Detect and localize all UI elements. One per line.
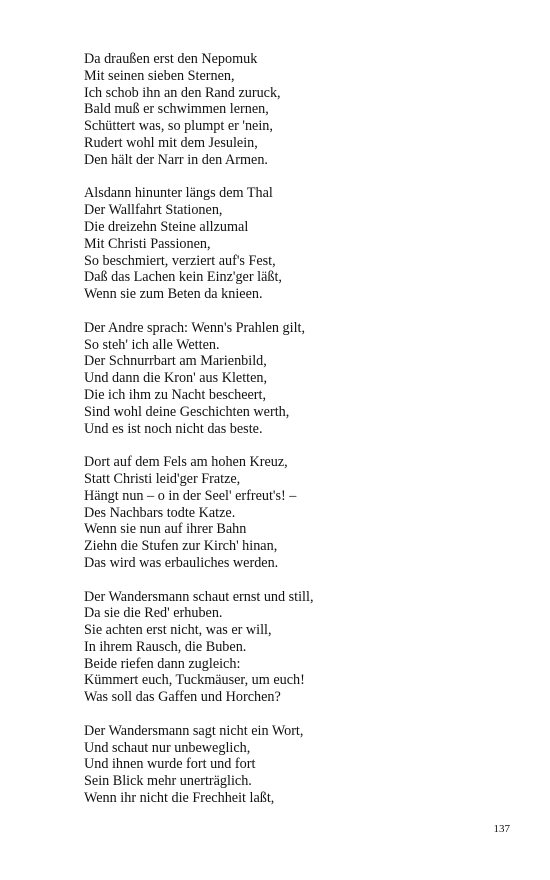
- verse-line: Der Wandersmann sagt nicht ein Wort,: [84, 722, 304, 739]
- stanza-5: [84, 589, 524, 707]
- verse-line: Wenn ihr nicht die Frechheit laßt,: [84, 790, 275, 807]
- verse-line: Sie achten erst nicht, was er will,: [84, 622, 272, 639]
- verse-line: Rudert wohl mit dem Jesulein,: [84, 134, 258, 151]
- verse-line: Den hält der Narr in den Armen.: [84, 151, 268, 168]
- verse-line: Was soll das Gaffen und Horchen?: [84, 689, 281, 706]
- verse-line: Die ich ihm zu Nacht bescheert,: [84, 386, 266, 403]
- verse-line: Sein Blick mehr unerträglich.: [84, 773, 252, 790]
- verse-line: So beschmiert, verziert auf's Fest,: [84, 252, 276, 269]
- verse-line: Die dreizehn Steine allzumal: [84, 218, 249, 235]
- verse-line: Hängt nun – o in der Seel' erfreut's! –: [84, 487, 297, 504]
- verse-line: Der Wandersmann schaut ernst und still,: [84, 588, 314, 605]
- verse-line: Da draußen erst den Nepomuk: [84, 51, 258, 67]
- verse-line: Wenn sie zum Beten da knieen.: [84, 286, 263, 303]
- verse-line: Alsdann hinunter längs dem Thal: [84, 185, 273, 202]
- verse-line: In ihrem Rausch, die Buben.: [84, 638, 247, 655]
- stanza-3: [84, 320, 524, 438]
- stanza-1: [84, 51, 524, 169]
- verse-line: Daß das Lachen kein Einz'ger läßt,: [84, 269, 282, 286]
- verse-line: Beide riefen dann zugleich:: [84, 655, 241, 672]
- page-number: 137: [493, 823, 510, 835]
- verse-line: Der Schnurrbart am Marienbild,: [84, 353, 267, 370]
- verse-line: Und dann die Kron' aus Kletten,: [84, 370, 268, 387]
- verse-line: Des Nachbars todte Katze.: [84, 504, 236, 521]
- verse-line: Kümmert euch, Tuckmäuser, um euch!: [84, 672, 305, 689]
- stanza-2: [84, 185, 524, 303]
- verse-line: Wenn sie nun auf ihrer Bahn: [84, 521, 247, 538]
- verse-line: Der Wallfahrt Stationen,: [84, 202, 223, 219]
- verse-line: Ich schob ihn an den Rand zuruck,: [84, 84, 281, 101]
- verse-line: Sind wohl deine Geschichten werth,: [84, 403, 290, 420]
- stanza-4: [84, 454, 524, 572]
- verse-line: Statt Christi leid'ger Fratze,: [84, 470, 241, 487]
- verse-line: Das wird was erbauliches werden.: [84, 554, 279, 571]
- verse-line: Bald muß er schwimmen lernen,: [84, 101, 269, 118]
- verse-line: Ziehn die Stufen zur Kirch' hinan,: [84, 538, 278, 555]
- stanza-6: [84, 723, 524, 807]
- verse-line: Der Andre sprach: Wenn's Prahlen gilt,: [84, 319, 306, 336]
- verse-line: Und es ist noch nicht das beste.: [84, 420, 263, 437]
- verse-line: Und ihnen wurde fort und fort: [84, 756, 256, 773]
- verse-line: Mit Christi Passionen,: [84, 235, 211, 252]
- poem-text: [84, 51, 524, 824]
- verse-line: So steh' ich alle Wetten.: [84, 336, 220, 353]
- verse-line: Dort auf dem Fels am hohen Kreuz,: [84, 454, 288, 471]
- verse-line: Schüttert was, so plumpt er 'nein,: [84, 118, 273, 135]
- verse-line: Mit seinen sieben Sternen,: [84, 67, 235, 84]
- verse-line: Da sie die Red' erhuben.: [84, 605, 223, 622]
- verse-line: Und schaut nur unbeweglich,: [84, 739, 251, 756]
